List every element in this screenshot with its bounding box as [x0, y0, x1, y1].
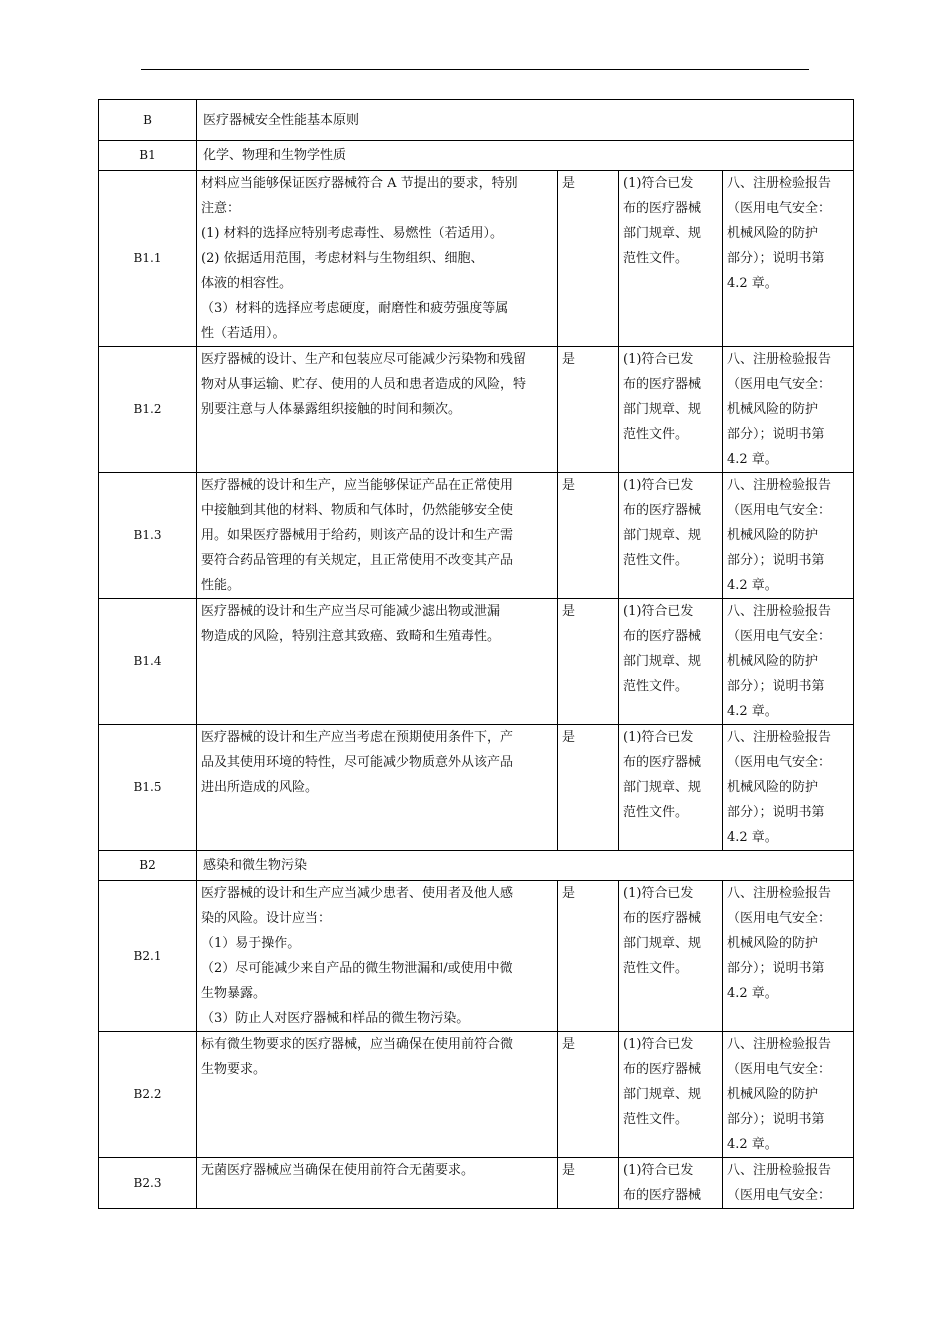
requirement-description: [197, 599, 558, 725]
method-line: (1)符合已发: [623, 730, 694, 745]
evidence-line: 机械风险的防护: [727, 402, 819, 417]
method-line: (1)符合已发: [623, 478, 694, 493]
section-code: B: [99, 100, 197, 141]
evidence-line: 4.2 章。: [727, 704, 778, 719]
description-line: 用。如果医疗器械用于给药，则该产品的设计和生产需: [201, 528, 514, 543]
subsection-code: B1: [99, 141, 197, 171]
method-cell: [619, 881, 723, 1032]
description-line: (2) 依据适用范围，考虑材料与生物组织、细胞、: [201, 251, 484, 266]
method-line: 范性文件。: [623, 1112, 689, 1127]
evidence-cell: [723, 599, 854, 725]
description-line: 体液的相容性。: [201, 276, 293, 291]
description-line: 医疗器械的设计和生产，应当能够保证产品在正常使用: [201, 478, 514, 493]
description-line: （2）尽可能减少来自产品的微生物泄漏和/或使用中微: [201, 961, 513, 976]
requirement-description: [197, 171, 558, 347]
evidence-line: （医用电气安全：: [727, 629, 832, 644]
method-cell: [619, 725, 723, 851]
evidence-line: 八、注册检验报告: [727, 478, 832, 493]
description-line: 注意：: [201, 201, 241, 216]
description-line: 生物要求。: [201, 1062, 267, 1077]
evidence-line: 4.2 章。: [727, 578, 778, 593]
description-line: 性（若适用）。: [201, 326, 286, 341]
method-line: 布的医疗器械: [623, 911, 702, 926]
method-line: (1)符合已发: [623, 604, 694, 619]
evidence-cell: [723, 473, 854, 599]
method-cell: [619, 347, 723, 473]
evidence-cell: [723, 171, 854, 347]
evidence-line: 部分）；说明书第: [727, 679, 825, 694]
evidence-cell: [723, 347, 854, 473]
description-line: 医疗器械的设计、生产和包装应尽可能减少污染物和残留: [201, 352, 527, 367]
method-line: 部门规章、规: [623, 226, 702, 241]
requirement-code: B1.1: [99, 171, 197, 347]
evidence-line: 部分）；说明书第: [727, 553, 825, 568]
requirements-table: [98, 99, 854, 1209]
evidence-line: 八、注册检验报告: [727, 176, 832, 191]
description-line: 性能。: [201, 578, 241, 593]
description-line: 医疗器械的设计和生产应当尽可能减少滤出物或泄漏: [201, 604, 501, 619]
method-line: 部门规章、规: [623, 780, 702, 795]
applicability-cell: 是: [558, 1032, 619, 1158]
method-line: 范性文件。: [623, 251, 689, 266]
applicability-cell: 是: [558, 599, 619, 725]
requirement-description: [197, 881, 558, 1032]
requirement-description: [197, 1032, 558, 1158]
description-line: 标有微生物要求的医疗器械，应当确保在使用前符合微: [201, 1037, 514, 1052]
applicability-cell: 是: [558, 171, 619, 347]
method-line: 范性文件。: [623, 805, 689, 820]
description-line: 中接触到其他的材料、物质和气体时，仍然能够安全使: [201, 503, 514, 518]
method-line: (1)符合已发: [623, 352, 694, 367]
evidence-line: 4.2 章。: [727, 830, 778, 845]
method-line: 布的医疗器械: [623, 1062, 702, 1077]
description-line: 医疗器械的设计和生产应当考虑在预期使用条件下，产: [201, 730, 514, 745]
method-cell: [619, 473, 723, 599]
method-line: 部门规章、规: [623, 936, 702, 951]
evidence-line: 4.2 章。: [727, 986, 778, 1001]
method-line: 部门规章、规: [623, 654, 702, 669]
subsection-code: B2: [99, 851, 197, 881]
evidence-line: 部分）；说明书第: [727, 1112, 825, 1127]
evidence-line: （医用电气安全：: [727, 503, 832, 518]
method-line: (1)符合已发: [623, 1163, 694, 1178]
evidence-line: 机械风险的防护: [727, 780, 819, 795]
evidence-line: 八、注册检验报告: [727, 886, 832, 901]
requirement-row: [99, 881, 854, 1032]
evidence-line: 机械风险的防护: [727, 654, 819, 669]
method-line: 范性文件。: [623, 679, 689, 694]
subsection-title: 化学、物理和生物学性质: [197, 141, 854, 171]
requirement-row: [99, 171, 854, 347]
requirement-description: [197, 1158, 558, 1209]
evidence-line: 八、注册检验报告: [727, 1163, 832, 1178]
subsection-row: [99, 141, 854, 171]
evidence-line: 4.2 章。: [727, 1137, 778, 1152]
description-line: 物造成的风险，特别注意其致癌、致畸和生殖毒性。: [201, 629, 501, 644]
description-line: （3）材料的选择应考虑硬度，耐磨性和疲劳强度等属: [201, 301, 509, 316]
description-line: 品及其使用环境的特性，尽可能减少物质意外从该产品: [201, 755, 514, 770]
method-line: (1)符合已发: [623, 886, 694, 901]
requirement-code: B1.5: [99, 725, 197, 851]
evidence-line: （医用电气安全：: [727, 911, 832, 926]
requirement-description: [197, 725, 558, 851]
method-line: 部门规章、规: [623, 1087, 702, 1102]
evidence-line: 4.2 章。: [727, 276, 778, 291]
requirement-row: [99, 1032, 854, 1158]
evidence-line: 部分）；说明书第: [727, 961, 825, 976]
page-header-rule: [141, 69, 809, 70]
description-line: (1) 材料的选择应特别考虑毒性、易燃性（若适用）。: [201, 226, 504, 241]
requirement-description: [197, 347, 558, 473]
description-line: 生物暴露。: [201, 986, 267, 1001]
requirement-row: [99, 725, 854, 851]
requirement-row: [99, 1158, 854, 1209]
evidence-line: （医用电气安全：: [727, 755, 832, 770]
requirement-description: [197, 473, 558, 599]
subsection-row: [99, 851, 854, 881]
section-row: [99, 100, 854, 141]
description-line: 进出所造成的风险。: [201, 780, 319, 795]
method-line: 布的医疗器械: [623, 755, 702, 770]
evidence-line: 机械风险的防护: [727, 226, 819, 241]
evidence-cell: [723, 1032, 854, 1158]
description-line: 无菌医疗器械应当确保在使用前符合无菌要求。: [201, 1163, 475, 1178]
description-line: 物对从事运输、贮存、使用的人员和患者造成的风险，特: [201, 377, 527, 392]
requirement-row: [99, 473, 854, 599]
evidence-line: 机械风险的防护: [727, 1087, 819, 1102]
method-line: 部门规章、规: [623, 528, 702, 543]
evidence-line: （医用电气安全：: [727, 201, 832, 216]
evidence-line: 八、注册检验报告: [727, 1037, 832, 1052]
method-line: 范性文件。: [623, 427, 689, 442]
method-cell: [619, 1158, 723, 1209]
description-line: 染的风险。设计应当：: [201, 911, 332, 926]
evidence-cell: [723, 725, 854, 851]
description-line: 材料应当能够保证医疗器械符合 A 节提出的要求，特别: [201, 176, 518, 191]
method-cell: [619, 599, 723, 725]
evidence-cell: [723, 1158, 854, 1209]
description-line: （1）易于操作。: [201, 936, 301, 951]
method-line: 布的医疗器械: [623, 1188, 702, 1203]
evidence-line: （医用电气安全：: [727, 1188, 832, 1203]
requirement-code: B1.3: [99, 473, 197, 599]
method-line: 布的医疗器械: [623, 503, 702, 518]
method-cell: [619, 1032, 723, 1158]
applicability-cell: 是: [558, 881, 619, 1032]
evidence-line: 4.2 章。: [727, 452, 778, 467]
requirement-code: B2.3: [99, 1158, 197, 1209]
section-title: 医疗器械安全性能基本原则: [197, 100, 854, 141]
evidence-line: 部分）；说明书第: [727, 805, 825, 820]
subsection-title: 感染和微生物污染: [197, 851, 854, 881]
evidence-line: 部分）；说明书第: [727, 427, 825, 442]
evidence-line: （医用电气安全：: [727, 377, 832, 392]
description-line: 要符合药品管理的有关规定，且正常使用不改变其产品: [201, 553, 514, 568]
evidence-line: 八、注册检验报告: [727, 730, 832, 745]
requirement-code: B2.1: [99, 881, 197, 1032]
method-cell: [619, 171, 723, 347]
requirement-code: B2.2: [99, 1032, 197, 1158]
evidence-line: 机械风险的防护: [727, 936, 819, 951]
method-line: 布的医疗器械: [623, 201, 702, 216]
evidence-line: 机械风险的防护: [727, 528, 819, 543]
evidence-line: （医用电气安全：: [727, 1062, 832, 1077]
applicability-cell: 是: [558, 473, 619, 599]
requirement-row: [99, 599, 854, 725]
description-line: 别要注意与人体暴露组织接触的时间和频次。: [201, 402, 462, 417]
description-line: 医疗器械的设计和生产应当减少患者、使用者及他人感: [201, 886, 514, 901]
requirement-code: B1.4: [99, 599, 197, 725]
applicability-cell: 是: [558, 1158, 619, 1209]
applicability-cell: 是: [558, 725, 619, 851]
method-line: 布的医疗器械: [623, 629, 702, 644]
method-line: 范性文件。: [623, 961, 689, 976]
description-line: （3）防止人对医疗器械和样品的微生物污染。: [201, 1011, 470, 1026]
requirement-row: [99, 347, 854, 473]
method-line: 范性文件。: [623, 553, 689, 568]
evidence-cell: [723, 881, 854, 1032]
method-line: 布的医疗器械: [623, 377, 702, 392]
method-line: (1)符合已发: [623, 1037, 694, 1052]
evidence-line: 部分）；说明书第: [727, 251, 825, 266]
method-line: 部门规章、规: [623, 402, 702, 417]
applicability-cell: 是: [558, 347, 619, 473]
requirement-code: B1.2: [99, 347, 197, 473]
evidence-line: 八、注册检验报告: [727, 604, 832, 619]
evidence-line: 八、注册检验报告: [727, 352, 832, 367]
method-line: (1)符合已发: [623, 176, 694, 191]
